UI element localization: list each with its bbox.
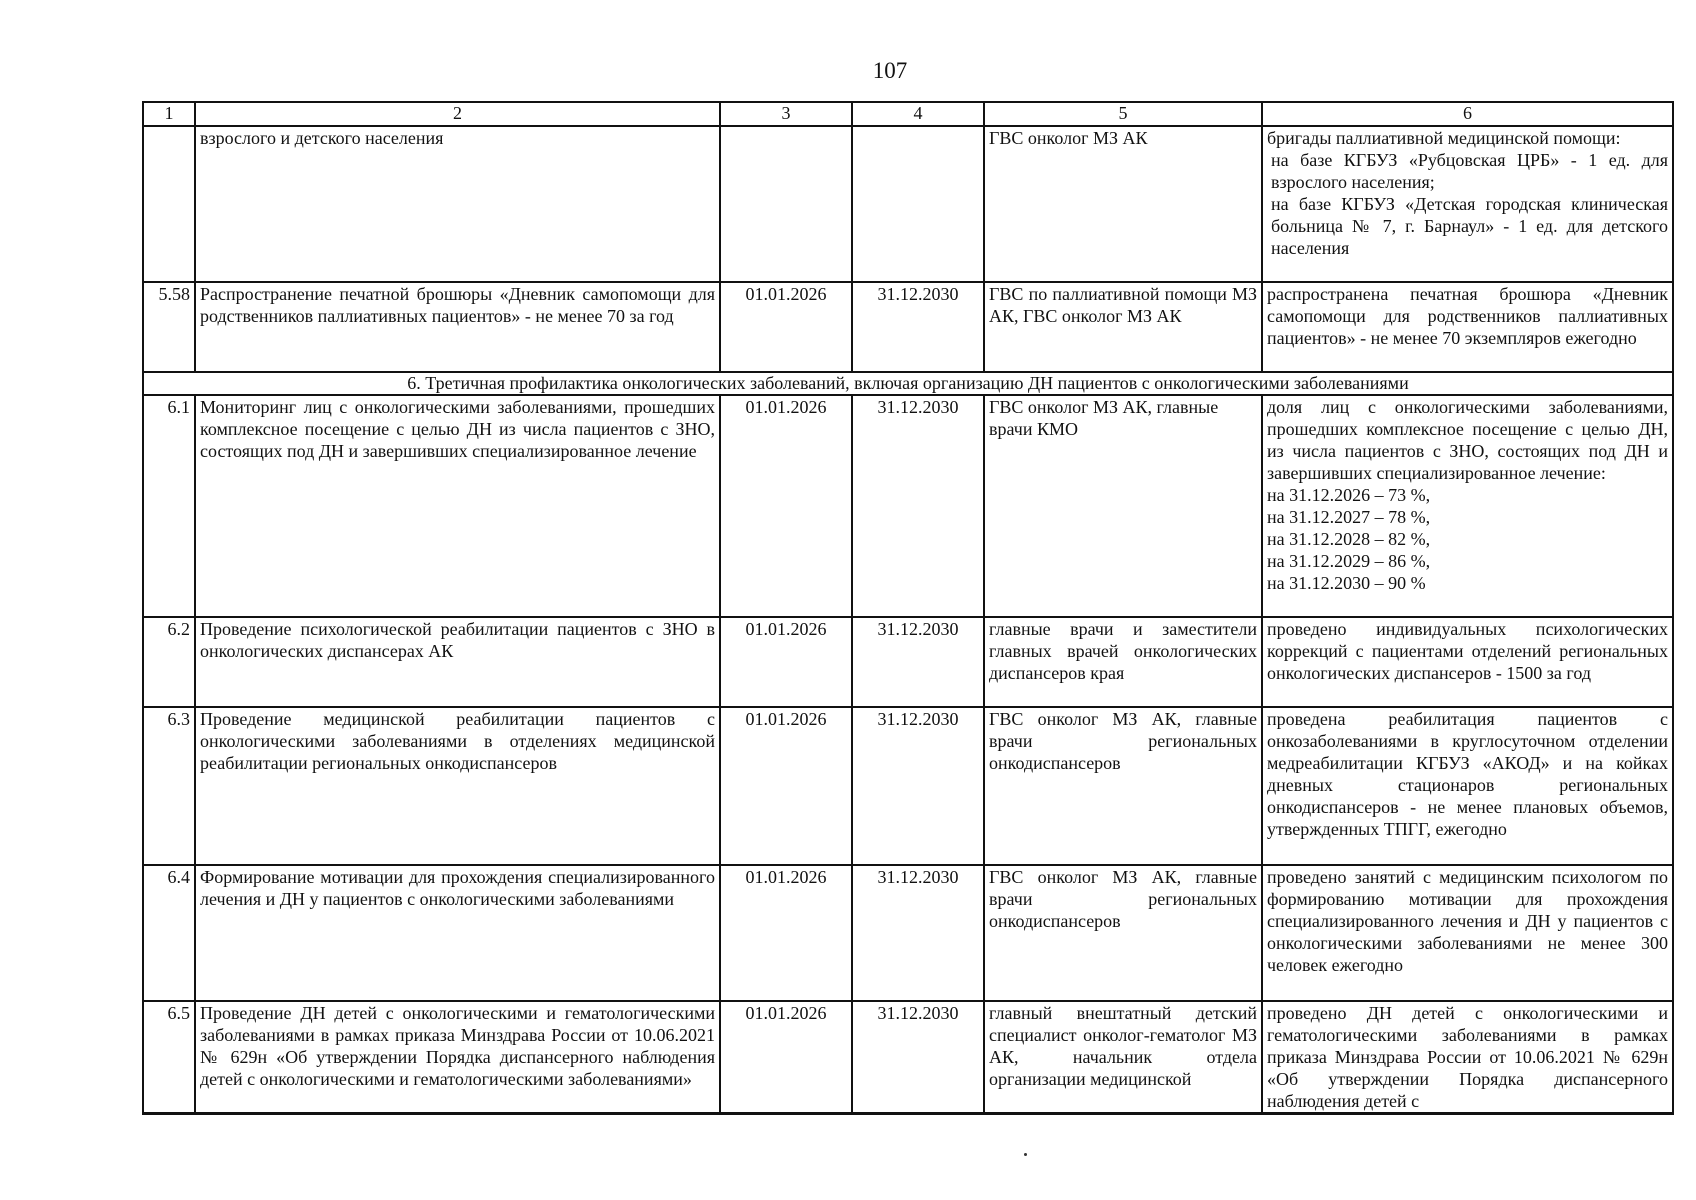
row-number: 6.3 — [143, 707, 195, 865]
result-line: доля лиц с онкологическими заболеваниями, прошедших комплексное посещение с целью ДН, из числа пациентов с ЗНО, состоящих под ДН и завершивших специализированное лечение: — [1267, 397, 1668, 483]
section-title: 6. Третичная профилактика онкологических заболеваний, включая организацию ДН пациентов с онкологическими заболеваниями — [143, 372, 1673, 395]
responsible-cell: ГВС онколог МЗ АК, главные врачи КМО — [984, 395, 1262, 617]
start-date-cell — [720, 126, 852, 282]
responsible-cell: ГВС онколог МЗ АК, главные врачи региональных онкодиспансеров — [984, 707, 1262, 865]
result-line: на 31.12.2030 – 90 % — [1267, 573, 1426, 593]
table-row — [143, 617, 1673, 707]
column-header: 2 — [195, 102, 720, 126]
result-line: бригады паллиативной медицинской помощи: — [1267, 128, 1621, 148]
table-row — [143, 707, 1673, 865]
result-line: на базе КГБУЗ «Рубцовская ЦРБ» - 1 ед. для взрослого населения; — [1271, 150, 1668, 192]
start-date-cell: 01.01.2026 — [720, 617, 852, 707]
table-row — [143, 1001, 1673, 1114]
activity-cell: Распространение печатной брошюры «Дневник самопомощи для родственников паллиативных пациентов» - не менее 70 за год — [195, 282, 720, 372]
result-cell — [1262, 126, 1673, 282]
responsible-cell: ГВС онколог МЗ АК, главные врачи региональных онкодиспансеров — [984, 865, 1262, 1001]
column-header: 1 — [143, 102, 195, 126]
column-numbers-row — [143, 102, 1673, 126]
table-row — [143, 126, 1673, 282]
result-line: на 31.12.2026 – 73 %, — [1267, 485, 1431, 505]
result-line: на 31.12.2029 – 86 %, — [1267, 551, 1431, 571]
result-line: на 31.12.2028 – 82 %, — [1267, 529, 1431, 549]
column-header: 6 — [1262, 102, 1673, 126]
table-row — [143, 282, 1673, 372]
start-date-cell: 01.01.2026 — [720, 1001, 852, 1114]
start-date-cell: 01.01.2026 — [720, 282, 852, 372]
section-row — [143, 372, 1673, 395]
row-number: 6.1 — [143, 395, 195, 617]
row-number: 6.4 — [143, 865, 195, 1001]
activity-cell: взрослого и детского населения — [195, 126, 720, 282]
end-date-cell: 31.12.2030 — [852, 1001, 984, 1114]
result-line: на 31.12.2027 – 78 %, — [1267, 507, 1431, 527]
speck-mark — [1024, 1153, 1027, 1156]
end-date-cell: 31.12.2030 — [852, 617, 984, 707]
row-number — [143, 126, 195, 282]
start-date-cell: 01.01.2026 — [720, 865, 852, 1001]
column-header: 3 — [720, 102, 852, 126]
page-number: 107 — [872, 58, 908, 83]
result-cell: распространена печатная брошюра «Дневник самопомощи для родственников паллиативных пациентов» - не менее 70 экземпляров ежегодно — [1262, 282, 1673, 372]
result-cell — [1262, 395, 1673, 617]
activity-cell: Проведение ДН детей с онкологическими и гематологическими заболеваниями в рамках приказа Минздрава России от 10.06.2021 № 629н «Об утверждении Порядка диспансерного наблюдения детей с онкологическими и гематологическими заболеваниями» — [195, 1001, 720, 1114]
end-date-cell: 31.12.2030 — [852, 282, 984, 372]
result-cell: проведена реабилитация пациентов с онкозаболеваниями в круглосуточном отделении медреабилитации КГБУЗ «АКОД» и на койках дневных стационаров региональных онкодиспансеров - не менее плановых объемов, утвержденных ТПГГ, ежегодно — [1262, 707, 1673, 865]
row-number: 6.5 — [143, 1001, 195, 1114]
table-row — [143, 395, 1673, 617]
activity-cell: Проведение психологической реабилитации пациентов с ЗНО в онкологических диспансерах АК — [195, 617, 720, 707]
result-cell: проведено занятий с медицинским психологом по формированию мотивации для прохождения специализированного лечения и ДН у пациентов с онкологическими заболеваниями не менее 300 человек ежегодно — [1262, 865, 1673, 1001]
end-date-cell: 31.12.2030 — [852, 865, 984, 1001]
row-number: 5.58 — [143, 282, 195, 372]
responsible-cell: ГВС по паллиативной помощи МЗ АК, ГВС онколог МЗ АК — [984, 282, 1262, 372]
responsible-cell: главный внештатный детский специалист онколог-гематолог МЗ АК, начальник отдела организации медицинской — [984, 1001, 1262, 1114]
end-date-cell: 31.12.2030 — [852, 395, 984, 617]
action-plan-table — [142, 101, 1674, 1115]
start-date-cell: 01.01.2026 — [720, 707, 852, 865]
activity-cell: Мониторинг лиц с онкологическими заболеваниями, прошедших комплексное посещение с целью ДН из числа пациентов с ЗНО, состоящих под ДН и завершивших специализированное лечение — [195, 395, 720, 617]
responsible-cell: ГВС онколог МЗ АК — [984, 126, 1262, 282]
activity-cell: Формирование мотивации для прохождения специализированного лечения и ДН у пациентов с онкологическими заболеваниями — [195, 865, 720, 1001]
activity-cell: Проведение медицинской реабилитации пациентов с онкологическими заболеваниями в отделениях медицинской реабилитации региональных онкодиспансеров — [195, 707, 720, 865]
end-date-cell: 31.12.2030 — [852, 707, 984, 865]
row-number: 6.2 — [143, 617, 195, 707]
column-header: 4 — [852, 102, 984, 126]
result-cell: проведено индивидуальных психологических коррекций с пациентами отделений региональных онкологических диспансеров - 1500 за год — [1262, 617, 1673, 707]
column-header: 5 — [984, 102, 1262, 126]
result-line: на базе КГБУЗ «Детская городская клиническая больница № 7, г. Барнаул» - 1 ед. для детского населения — [1271, 194, 1668, 258]
end-date-cell — [852, 126, 984, 282]
table-row — [143, 865, 1673, 1001]
start-date-cell: 01.01.2026 — [720, 395, 852, 617]
result-cell: проведено ДН детей с онкологическими и гематологическими заболеваниями в рамках приказа Минздрава России от 10.06.2021 № 629н «Об утверждении Порядка диспансерного наблюдения детей с — [1262, 1001, 1673, 1114]
responsible-cell: главные врачи и заместители главных врачей онкологических диспансеров края — [984, 617, 1262, 707]
